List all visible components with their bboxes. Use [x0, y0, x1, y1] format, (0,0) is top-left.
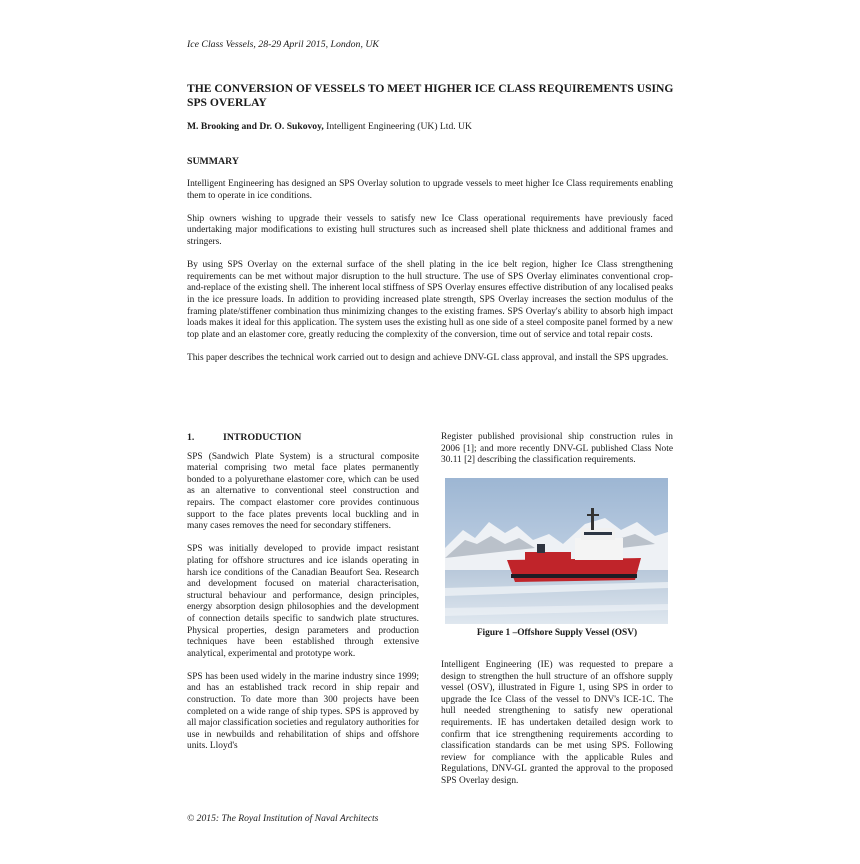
author-names: M. Brooking and Dr. O. Sukovoy,: [187, 121, 324, 132]
summary-paragraph: Ship owners wishing to upgrade their vessels to satisfy new Ice Class operational requirements have previously faced undertaking major modifications to existing hull structures such as increased shell plate thickness and additional frames and stringers.: [187, 213, 673, 247]
figure-caption: Figure 1 –Offshore Supply Vessel (OSV): [476, 628, 638, 639]
body-paragraph: SPS (Sandwich Plate System) is a structural composite material comprising two metal face plates permanently bonded to a polyurethane elastomer core, which can be used as an alternative to conventional steel construction and repairs. The compact elastomer core provides continuous support to the face plates prevents local buckling and in many cases removes the need for secondary stiffeners.: [187, 451, 419, 532]
paper-title: THE CONVERSION OF VESSELS TO MEET HIGHER ICE CLASS REQUIREMENTS USING SPS OVERLAY: [187, 82, 674, 110]
author-affiliation: Intelligent Engineering (UK) Ltd. UK: [326, 121, 472, 132]
summary-paragraph: Intelligent Engineering has designed an SPS Overlay solution to upgrade vessels to meet higher Ice Class requirements enabling them to operate in ice conditions.: [187, 179, 673, 201]
right-column: [441, 432, 673, 799]
summary-heading: SUMMARY: [187, 156, 239, 167]
left-column: [187, 432, 419, 765]
body-paragraph: Intelligent Engineering (IE) was requested to prepare a design to strengthen the hull structure of an offshore supply vessel (OSV), illustrated in Figure 1, using SPS in order to upgrade the Ice Class of the vessel to DNV's ICE-1C. The hull needed strengthening to satisfy new operational requirements. IE has undertaken detailed design work to confirm that ice strengthening requirements according to classification standards can be met using SPS. Following review for compliance with the applicable Rules and Regulations, DNV-GL granted the approval to the proposed SPS Overlay design.: [441, 659, 673, 786]
summary-paragraph: This paper describes the technical work carried out to design and achieve DNV-GL class approval, and install the SPS upgrades.: [187, 352, 669, 363]
section-title: INTRODUCTION: [223, 432, 302, 443]
author-line: [187, 121, 472, 133]
copyright-footer: © 2015: The Royal Institution of Naval Architects: [187, 813, 379, 824]
vessel-figure: [445, 478, 668, 624]
running-header: Ice Class Vessels, 28-29 April 2015, London, UK: [187, 39, 379, 50]
summary-paragraph: By using SPS Overlay on the external surface of the shell plating in the ice belt region, higher Ice Class strengthening requirements can be met without major disruption to the hull structure. The use of SPS Overlay eliminates conventional crop-and-replace of the existing shell. The inherent local stiffness of SPS Overlay ensures effective distribution of any localised peaks in the ice pressure loads. In addition to providing increased plate strength, SPS Overlay increases the section modulus of the framing plate/stiffener combination thus minimizing changes to the existing frames. SPS Overlay's ability to absorb high impact loads makes it ideal for this application. The system uses the existing hull as one side of a steel composite panel formed by a new top plate and an elastomer core, greatly reducing the complexity of the conversion, time out of service and total repair costs.: [187, 260, 673, 340]
section-number: 1.: [187, 432, 195, 443]
body-paragraph: SPS has been used widely in the marine industry since 1999; and has an established track record in ship repair and construction. To date more than 300 projects have been completed on a wide range of ship types. SPS is approved by all major classification societies and regulatory authorities for use in newbuilds and rehabilitation of ships and offshore units. Lloyd's: [187, 671, 419, 752]
body-paragraph: Register published provisional ship construction rules in 2006 [1]; and more recently DNV-GL published Class Note 30.11 [2] describing the classification requirements.: [441, 432, 673, 466]
section-heading: [187, 432, 419, 444]
body-paragraph: SPS was initially developed to provide impact resistant plating for offshore structures and ice islands operating in harsh ice conditions of the Canadian Beaufort Sea. Research and development focused on material characterisation, structural behaviour and performance, design principles, energy absorption design philosophies and the development of connection details specific to sandwich plate structures. Physical properties, design parameters and production techniques have been established through extensive analytical, experimental and prototype work.: [187, 544, 419, 659]
summary-body: [187, 179, 673, 376]
